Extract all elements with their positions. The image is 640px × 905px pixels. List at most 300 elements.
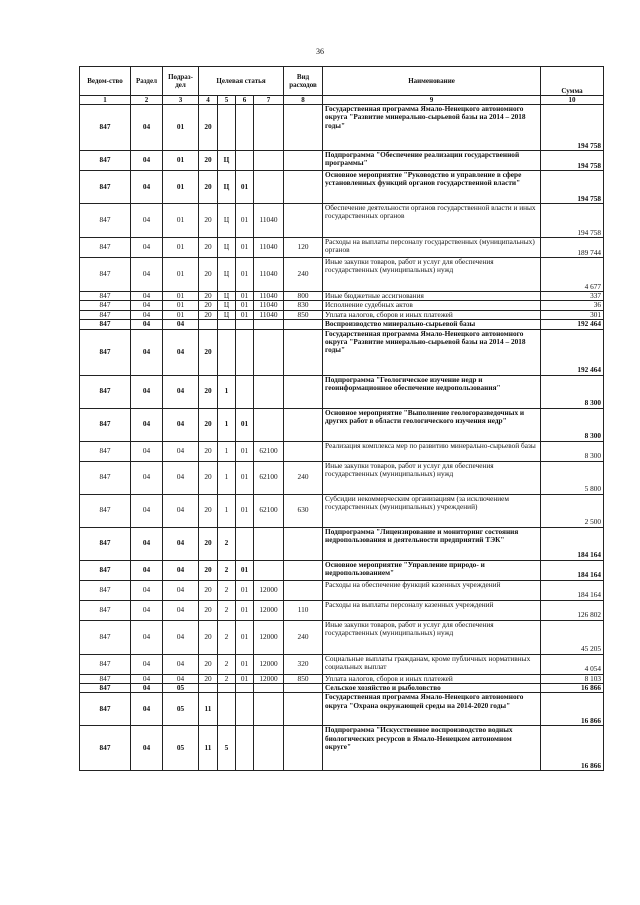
program-code: 20 (199, 494, 218, 527)
direction-code (254, 105, 284, 151)
direction-code (254, 684, 284, 693)
dept-code: 847 (80, 580, 131, 600)
item-name: Государственная программа Ямало-Ненецкого автономного округа "Развитие минерально-сырьевой базы на 2014 – 2018 годы" (323, 329, 541, 375)
activity-code (236, 320, 254, 329)
direction-code (254, 693, 284, 726)
item-name: Реализация комплекса мер по развитию минерально-сырьевой базы (323, 441, 541, 461)
program-code: 20 (199, 105, 218, 151)
subprogram-code: Ц (218, 204, 236, 238)
subsection-code: 01 (163, 258, 199, 292)
expense-type-code (284, 580, 323, 600)
dept-code: 847 (80, 674, 131, 683)
dept-code: 847 (80, 693, 131, 726)
dept-code: 847 (80, 375, 131, 408)
expense-type-code: 240 (284, 258, 323, 292)
program-code: 20 (199, 620, 218, 654)
item-name: Иные бюджетные ассигнования (323, 292, 541, 301)
item-amount: 8 300 (541, 375, 604, 408)
item-name: Подпрограмма "Искусственное воспроизводство водных биологических ресурсов в Ямало-Ненецком автономном округе" (323, 726, 541, 771)
subsection-code: 04 (163, 320, 199, 329)
item-name: Обеспечение деятельности органов государственной власти и иных государственных органов (323, 204, 541, 238)
table-row (80, 580, 604, 600)
subsection-code: 04 (163, 620, 199, 654)
subprogram-code: 1 (218, 375, 236, 408)
section-code: 04 (131, 171, 163, 204)
subsection-code: 01 (163, 238, 199, 258)
item-name: Основное мероприятие "Выполнение геологоразведочных и других работ в области геологического изучения недр" (323, 408, 541, 441)
table-row (80, 320, 604, 329)
item-name: Уплата налогов, сборов и иных платежей (323, 674, 541, 683)
direction-code (254, 726, 284, 771)
dept-code: 847 (80, 461, 131, 494)
dept-code: 847 (80, 204, 131, 238)
header-name: Наименование (323, 67, 541, 96)
direction-code: 12000 (254, 654, 284, 674)
activity-code (236, 726, 254, 771)
subprogram-code: 1 (218, 441, 236, 461)
subsection-code: 01 (163, 204, 199, 238)
item-amount: 184 164 (541, 580, 604, 600)
subsection-code: 01 (163, 105, 199, 151)
direction-code: 62100 (254, 494, 284, 527)
item-name: Основное мероприятие "Управление природо- и недропользованием" (323, 560, 541, 580)
page-number: 36 (316, 47, 324, 56)
activity-code: 01 (236, 674, 254, 683)
program-code: 20 (199, 258, 218, 292)
table-row (80, 726, 604, 771)
section-code: 04 (131, 726, 163, 771)
expense-type-code: 320 (284, 654, 323, 674)
section-code: 04 (131, 684, 163, 693)
subsection-code: 04 (163, 527, 199, 560)
expense-type-code: 800 (284, 292, 323, 301)
expense-type-code: 630 (284, 494, 323, 527)
section-code: 04 (131, 105, 163, 151)
table-row (80, 600, 604, 620)
table-row (80, 560, 604, 580)
activity-code: 01 (236, 654, 254, 674)
table-row (80, 674, 604, 683)
section-code: 04 (131, 620, 163, 654)
item-amount: 301 (541, 310, 604, 319)
subsection-code: 05 (163, 693, 199, 726)
table-row (80, 301, 604, 310)
column-number: 10 (541, 96, 604, 105)
dept-code: 847 (80, 408, 131, 441)
table-row (80, 654, 604, 674)
subprogram-code (218, 320, 236, 329)
dept-code: 847 (80, 494, 131, 527)
activity-code: 01 (236, 560, 254, 580)
subprogram-code: Ц (218, 238, 236, 258)
section-code: 04 (131, 494, 163, 527)
activity-code: 01 (236, 494, 254, 527)
activity-code: 01 (236, 258, 254, 292)
subprogram-code: 1 (218, 494, 236, 527)
subprogram-code: 5 (218, 726, 236, 771)
dept-code: 847 (80, 527, 131, 560)
subsection-code: 05 (163, 726, 199, 771)
subprogram-code: 2 (218, 620, 236, 654)
activity-code: 01 (236, 461, 254, 494)
dept-code: 847 (80, 441, 131, 461)
item-amount: 194 758 (541, 151, 604, 171)
expense-type-code (284, 204, 323, 238)
item-name: Основное мероприятие "Руководство и управление в сфере установленных функций органов государственной власти" (323, 171, 541, 204)
column-number: 9 (323, 96, 541, 105)
subprogram-code: Ц (218, 171, 236, 204)
expense-type-code: 120 (284, 238, 323, 258)
subsection-code: 04 (163, 408, 199, 441)
program-code: 20 (199, 580, 218, 600)
program-code (199, 684, 218, 693)
dept-code: 847 (80, 301, 131, 310)
section-code: 04 (131, 375, 163, 408)
activity-code (236, 105, 254, 151)
item-name: Расходы на обеспечение функций казенных учреждений (323, 580, 541, 600)
activity-code (236, 329, 254, 375)
column-number: 7 (254, 96, 284, 105)
subprogram-code: Ц (218, 292, 236, 301)
dept-code: 847 (80, 171, 131, 204)
table-row (80, 171, 604, 204)
program-code: 20 (199, 171, 218, 204)
expense-type-code: 830 (284, 301, 323, 310)
table-row (80, 375, 604, 408)
program-code: 20 (199, 674, 218, 683)
item-name: Государственная программа Ямало-Ненецкого автономного округа "Охрана окружающей среды на 2014-2020 годы" (323, 693, 541, 726)
dept-code: 847 (80, 329, 131, 375)
section-code: 04 (131, 600, 163, 620)
section-code: 04 (131, 238, 163, 258)
section-code: 04 (131, 441, 163, 461)
program-code: 20 (199, 560, 218, 580)
section-code: 04 (131, 329, 163, 375)
direction-code: 11040 (254, 310, 284, 319)
activity-code: 01 (236, 310, 254, 319)
dept-code: 847 (80, 238, 131, 258)
table-row (80, 620, 604, 654)
dept-code: 847 (80, 292, 131, 301)
direction-code (254, 329, 284, 375)
direction-code: 12000 (254, 580, 284, 600)
expense-type-code (284, 527, 323, 560)
activity-code: 01 (236, 620, 254, 654)
subprogram-code: 2 (218, 527, 236, 560)
activity-code: 01 (236, 292, 254, 301)
expense-type-code (284, 105, 323, 151)
item-name: Расходы на выплаты персоналу казенных учреждений (323, 600, 541, 620)
item-name: Уплата налогов, сборов и иных платежей (323, 310, 541, 319)
program-code: 20 (199, 441, 218, 461)
header-podrazdel: Подраз-дел (163, 67, 199, 96)
item-amount: 45 205 (541, 620, 604, 654)
table-row (80, 441, 604, 461)
dept-code: 847 (80, 620, 131, 654)
subprogram-code (218, 684, 236, 693)
table-row (80, 151, 604, 171)
item-name: Иные закупки товаров, работ и услуг для обеспечения государственных (муниципальных) нужд (323, 620, 541, 654)
item-amount: 194 758 (541, 204, 604, 238)
item-amount: 8 103 (541, 674, 604, 683)
section-code: 04 (131, 693, 163, 726)
subsection-code: 04 (163, 674, 199, 683)
program-code: 20 (199, 600, 218, 620)
subsection-code: 04 (163, 441, 199, 461)
program-code: 20 (199, 151, 218, 171)
section-code: 04 (131, 560, 163, 580)
section-code: 04 (131, 204, 163, 238)
activity-code (236, 693, 254, 726)
subsection-code: 04 (163, 600, 199, 620)
item-amount: 16 866 (541, 693, 604, 726)
item-name: Подпрограмма "Обеспечение реализации государственной программы" (323, 151, 541, 171)
table-row (80, 684, 604, 693)
table-row (80, 238, 604, 258)
activity-code: 01 (236, 238, 254, 258)
direction-code: 11040 (254, 238, 284, 258)
activity-code: 01 (236, 301, 254, 310)
item-name: Исполнение судебных актов (323, 301, 541, 310)
subprogram-code (218, 329, 236, 375)
section-code: 04 (131, 292, 163, 301)
section-code: 04 (131, 674, 163, 683)
dept-code: 847 (80, 654, 131, 674)
item-name: Подпрограмма "Лицензирование и мониторинг состояния недропользования и деятельности предприятий ТЭК" (323, 527, 541, 560)
activity-code: 01 (236, 580, 254, 600)
activity-code (236, 375, 254, 408)
item-name: Иные закупки товаров, работ и услуг для обеспечения государственных (муниципальных) нужд (323, 461, 541, 494)
expense-type-code: 850 (284, 310, 323, 319)
item-amount: 4 677 (541, 258, 604, 292)
direction-code: 11040 (254, 204, 284, 238)
subprogram-code (218, 693, 236, 726)
column-number: 5 (218, 96, 236, 105)
item-amount: 4 054 (541, 654, 604, 674)
expense-type-code (284, 151, 323, 171)
subprogram-code: 2 (218, 580, 236, 600)
subsection-code: 04 (163, 375, 199, 408)
item-amount: 36 (541, 301, 604, 310)
subsection-code: 04 (163, 461, 199, 494)
table-row (80, 258, 604, 292)
activity-code: 01 (236, 441, 254, 461)
header-vedomstvo: Ведом-ство (80, 67, 131, 96)
item-name: Иные закупки товаров, работ и услуг для обеспечения государственных (муниципальных) нужд (323, 258, 541, 292)
table-row (80, 494, 604, 527)
column-number: 4 (199, 96, 218, 105)
item-name: Расходы на выплаты персоналу государственных (муниципальных) органов (323, 238, 541, 258)
program-code: 20 (199, 301, 218, 310)
expense-type-code: 240 (284, 461, 323, 494)
subprogram-code: Ц (218, 301, 236, 310)
dept-code: 847 (80, 258, 131, 292)
direction-code (254, 171, 284, 204)
item-amount: 184 164 (541, 527, 604, 560)
table-row (80, 527, 604, 560)
direction-code: 11040 (254, 301, 284, 310)
subprogram-code: 2 (218, 654, 236, 674)
dept-code: 847 (80, 684, 131, 693)
direction-code: 11040 (254, 292, 284, 301)
activity-code: 01 (236, 600, 254, 620)
direction-code (254, 560, 284, 580)
item-amount: 126 802 (541, 600, 604, 620)
section-code: 04 (131, 151, 163, 171)
program-code (199, 320, 218, 329)
subprogram-code: 2 (218, 560, 236, 580)
item-amount: 16 866 (541, 726, 604, 771)
item-name: Субсидии некоммерческим организациям (за исключением государственных (муниципальных) учреждений) (323, 494, 541, 527)
subsection-code: 04 (163, 654, 199, 674)
program-code: 20 (199, 527, 218, 560)
direction-code (254, 320, 284, 329)
expense-type-code (284, 726, 323, 771)
expense-type-code (284, 560, 323, 580)
column-number: 3 (163, 96, 199, 105)
subsection-code: 04 (163, 329, 199, 375)
subprogram-code (218, 105, 236, 151)
section-code: 04 (131, 320, 163, 329)
item-amount: 189 744 (541, 238, 604, 258)
program-code: 20 (199, 329, 218, 375)
program-code: 20 (199, 204, 218, 238)
subprogram-code: 1 (218, 461, 236, 494)
item-amount: 194 758 (541, 105, 604, 151)
item-amount: 337 (541, 292, 604, 301)
subsection-code: 04 (163, 560, 199, 580)
program-code: 20 (199, 375, 218, 408)
program-code: 20 (199, 408, 218, 441)
section-code: 04 (131, 461, 163, 494)
direction-code: 62100 (254, 461, 284, 494)
column-number: 2 (131, 96, 163, 105)
direction-code (254, 527, 284, 560)
expense-type-code: 850 (284, 674, 323, 683)
dept-code: 847 (80, 310, 131, 319)
subprogram-code: 2 (218, 674, 236, 683)
program-code: 20 (199, 654, 218, 674)
header-razdel: Раздел (131, 67, 163, 96)
subsection-code: 04 (163, 494, 199, 527)
dept-code: 847 (80, 726, 131, 771)
subprogram-code: 2 (218, 600, 236, 620)
direction-code: 12000 (254, 600, 284, 620)
dept-code: 847 (80, 320, 131, 329)
direction-code (254, 151, 284, 171)
expense-type-code (284, 375, 323, 408)
dept-code: 847 (80, 105, 131, 151)
item-name: Воспроизводство минерально-сырьевой базы (323, 320, 541, 329)
program-code: 20 (199, 238, 218, 258)
subsection-code: 01 (163, 151, 199, 171)
item-amount: 2 500 (541, 494, 604, 527)
item-name: Социальные выплаты гражданам, кроме публичных нормативных социальных выплат (323, 654, 541, 674)
direction-code (254, 375, 284, 408)
expense-type-code (284, 441, 323, 461)
item-amount: 8 300 (541, 441, 604, 461)
item-name: Государственная программа Ямало-Ненецкого автономного округа "Развитие минерально-сырьевой базы на 2014 – 2018 годы" (323, 105, 541, 151)
table-row (80, 204, 604, 238)
expense-type-code (284, 320, 323, 329)
item-amount: 184 164 (541, 560, 604, 580)
expense-type-code: 110 (284, 600, 323, 620)
direction-code: 62100 (254, 441, 284, 461)
expense-type-code (284, 684, 323, 693)
item-name: Сельское хозяйство и рыболовство (323, 684, 541, 693)
item-amount: 194 758 (541, 171, 604, 204)
expense-type-code (284, 408, 323, 441)
section-code: 04 (131, 527, 163, 560)
activity-code (236, 527, 254, 560)
item-name: Подпрограмма "Геологическое изучение недр и геоинформационное обеспечение недропользования" (323, 375, 541, 408)
subprogram-code: Ц (218, 151, 236, 171)
table-body (80, 105, 604, 771)
table-row (80, 693, 604, 726)
section-code: 04 (131, 654, 163, 674)
program-code: 11 (199, 726, 218, 771)
expense-type-code (284, 171, 323, 204)
program-code: 20 (199, 292, 218, 301)
subprogram-code: Ц (218, 258, 236, 292)
table-row (80, 105, 604, 151)
section-code: 04 (131, 580, 163, 600)
item-amount: 5 800 (541, 461, 604, 494)
subsection-code: 01 (163, 292, 199, 301)
item-amount: 192 464 (541, 320, 604, 329)
budget-table (79, 66, 604, 771)
column-number: 6 (236, 96, 254, 105)
section-code: 04 (131, 310, 163, 319)
activity-code: 01 (236, 204, 254, 238)
table-row (80, 292, 604, 301)
dept-code: 847 (80, 600, 131, 620)
expense-type-code (284, 693, 323, 726)
table-row (80, 461, 604, 494)
subsection-code: 04 (163, 580, 199, 600)
table-header (80, 67, 604, 105)
direction-code: 12000 (254, 620, 284, 654)
expense-type-code (284, 329, 323, 375)
activity-code (236, 151, 254, 171)
column-number: 1 (80, 96, 131, 105)
activity-code: 01 (236, 171, 254, 204)
subprogram-code: Ц (218, 310, 236, 319)
header-target-item: Целевая статья (199, 67, 284, 96)
subsection-code: 01 (163, 171, 199, 204)
section-code: 04 (131, 258, 163, 292)
column-number: 8 (284, 96, 323, 105)
activity-code (236, 684, 254, 693)
section-code: 04 (131, 301, 163, 310)
subsection-code: 01 (163, 310, 199, 319)
program-code: 11 (199, 693, 218, 726)
subprogram-code: 1 (218, 408, 236, 441)
subsection-code: 05 (163, 684, 199, 693)
item-amount: 16 866 (541, 684, 604, 693)
subsection-code: 01 (163, 301, 199, 310)
activity-code: 01 (236, 408, 254, 441)
direction-code: 11040 (254, 258, 284, 292)
direction-code (254, 408, 284, 441)
program-code: 20 (199, 461, 218, 494)
table-row (80, 408, 604, 441)
program-code: 20 (199, 310, 218, 319)
expense-type-code: 240 (284, 620, 323, 654)
section-code: 04 (131, 408, 163, 441)
direction-code: 12000 (254, 674, 284, 683)
item-amount: 8 300 (541, 408, 604, 441)
